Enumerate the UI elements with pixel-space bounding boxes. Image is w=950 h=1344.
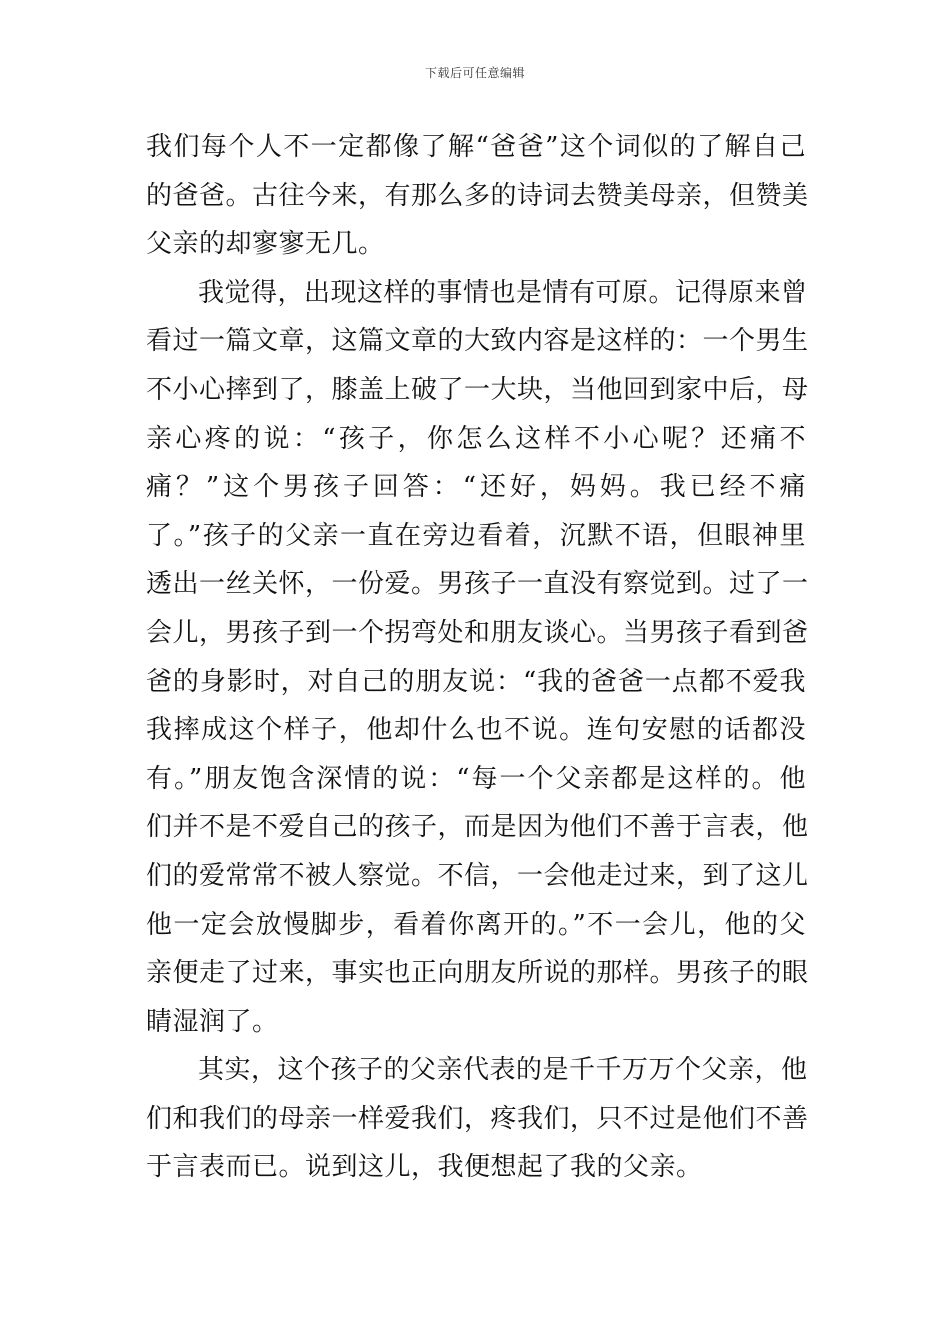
document-body: [146, 123, 809, 1192]
text-line: 父亲的却寥寥无几。: [146, 229, 385, 260]
text-line: 亲便走了过来，事实也正向朋友所说的那样。男孩子的眼: [146, 958, 809, 989]
text-line: 不小心摔到了，膝盖上破了一大块，当他回到家中后，母: [146, 374, 809, 405]
text-line: 我觉得，出现这样的事情也是情有可原。记得原来曾: [198, 277, 808, 308]
text-line: 会儿，男孩子到一个拐弯处和朋友谈心。当男孩子看到爸: [146, 617, 809, 648]
text-line: 他一定会放慢脚步，看着你离开的。”不一会儿，他的父: [146, 909, 806, 940]
text-line: 有。”朋友饱含深情的说：“每一个父亲都是这样的。他: [146, 763, 806, 794]
text-line: 了。”孩子的父亲一直在旁边看着，沉默不语，但眼神里: [146, 520, 806, 551]
text-line: 爸的身影时，对自己的朋友说：“我的爸爸一点都不爱我: [146, 666, 806, 697]
text-line: 们和我们的母亲一样爱我们，疼我们，只不过是他们不善: [146, 1103, 809, 1134]
text-line: 们的爱常常不被人察觉。不信，一会他走过来，到了这儿: [146, 860, 809, 891]
text-line: 亲心疼的说：“孩子，你怎么这样不小心呢？还痛不: [146, 423, 806, 454]
text-line: 睛湿润了。: [146, 1006, 279, 1037]
page-header: 下载后可任意编辑: [424, 66, 525, 80]
text-line: 看过一篇文章，这篇文章的大致内容是这样的：一个男生: [146, 326, 809, 357]
text-line: 我摔成这个样子，他却什么也不说。连句安慰的话都没: [146, 715, 806, 746]
text-line: 于言表而已。说到这儿，我便想起了我的父亲。: [146, 1152, 703, 1183]
text-line: 其实，这个孩子的父亲代表的是千千万万个父亲，他: [198, 1055, 808, 1086]
text-line: 们并不是不爱自己的孩子，而是因为他们不善于言表，他: [146, 812, 809, 843]
text-line: 透出一丝关怀，一份爱。男孩子一直没有察觉到。过了一: [146, 569, 809, 600]
text-line: 痛？”这个男孩子回答：“还好，妈妈。我已经不痛: [146, 472, 806, 503]
text-line: 我们每个人不一定都像了解“爸爸”这个词似的了解自己: [146, 132, 806, 162]
text-line: 的爸爸。古往今来，有那么多的诗词去赞美母亲，但赞美: [146, 180, 809, 211]
